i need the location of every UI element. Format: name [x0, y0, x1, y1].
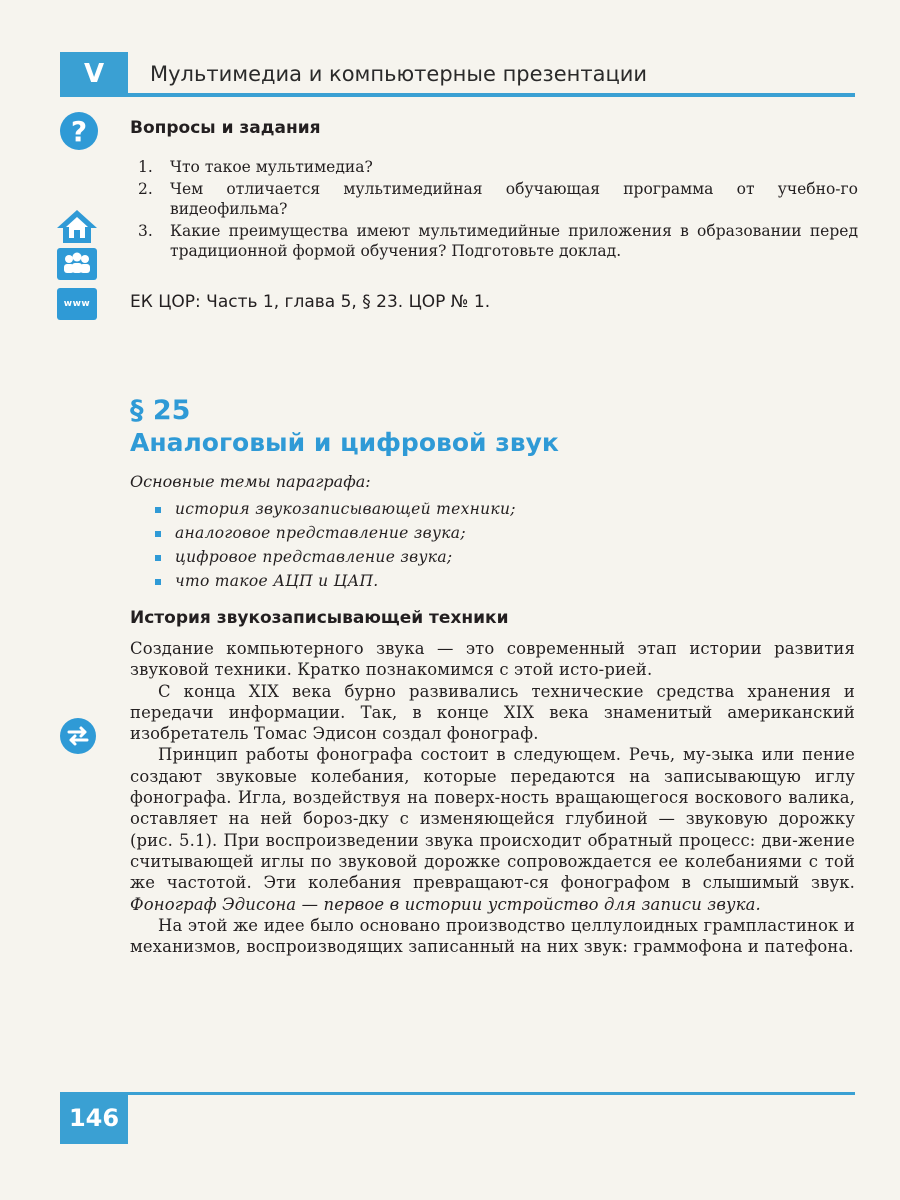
ecor-reference: ЕК ЦОР: Часть 1, глава 5, § 23. ЦОР № 1. [130, 292, 491, 312]
list-item [155, 497, 516, 521]
list-item [155, 545, 516, 569]
paragraph-emphasis: Фонограф Эдисона — первое в истории устройство для записи звука. [130, 894, 761, 914]
list-item [138, 157, 858, 177]
group-work-icon [57, 248, 97, 280]
paragraph: Создание компьютерного звука — это современный этап истории развития звуковой техники. Кратко познакомимся с этой исто-рией. [130, 639, 855, 680]
topics-title: Основные темы параграфа: [130, 472, 371, 491]
www-icon: www [57, 288, 97, 320]
topic-text: цифровое представление звука; [175, 548, 453, 566]
topic-text: что такое АЦП и ЦАП. [175, 572, 379, 590]
bullet-icon [155, 531, 161, 537]
topic-text: аналоговое представление звука; [175, 524, 466, 542]
paragraph: На этой же идее было основано производство целлулоидных грампластинок и механизмов, воспроизводящих записанный на них звук: граммофона и патефона. [130, 915, 855, 957]
bullet-icon [155, 579, 161, 585]
list-item [155, 569, 516, 593]
interdisciplinary-arrows-icon [60, 718, 96, 754]
question-text: Чем отличается мультимедийная обучающая программа от учебно-го видеофильма? [170, 180, 858, 218]
subsection-heading: История звукозаписывающей техники [130, 608, 509, 628]
question-icon: ? [60, 112, 98, 150]
header-rule [60, 93, 855, 97]
section-title: Аналоговый и цифровой звук [130, 428, 559, 457]
home-task-icon [55, 208, 99, 244]
topic-text: история звукозаписывающей техники; [175, 500, 516, 518]
question-text: Что такое мультимедиа? [170, 158, 373, 176]
paragraph-text: Принцип работы фонографа состоит в следующем. Речь, му-зыка или пение создают звуковые колебания, которые передаются на записывающую иглу фонографа. Игла, воздействуя на поверх-ность вращающегося воскового валика, оставляет на ней бороз-дку с изменяющейся глубиной — звуковую дорожку (рис. 5.1). При воспроизведении звука происходит обратный процесс: дви-жение считывающей иглы по звуковой дорожке сопровождается ее колебаниями с той же частотой. Эти колебания превращают-ся фонографом в слышимый звук. [130, 745, 855, 893]
section-number: § 25 [130, 395, 191, 426]
bullet-icon [155, 555, 161, 561]
list-item [155, 521, 516, 545]
chapter-badge: V [60, 52, 128, 96]
question-number: 1. [138, 158, 153, 176]
running-header-title: Мультимедиа и компьютерные презентации [150, 62, 648, 86]
list-item [138, 221, 858, 261]
footer-rule [60, 1092, 855, 1095]
questions-list [138, 157, 858, 263]
question-text: Какие преимущества имеют мультимедийные приложения в образовании перед традиционной формой обучения? Подготовьте доклад. [170, 222, 858, 260]
page-number: 146 [60, 1092, 128, 1144]
list-item [138, 179, 858, 219]
body-text [130, 638, 855, 957]
bullet-icon [155, 507, 161, 513]
paragraph: С конца XIX века бурно развивались технические средства хранения и передачи информации. Так, в конце XIX века знаменитый американский изобретатель Томас Эдисон создал фонограф. [130, 681, 855, 744]
topics-list [155, 497, 516, 593]
paragraph [130, 744, 855, 914]
question-number: 2. [138, 180, 153, 198]
question-number: 3. [138, 222, 153, 240]
questions-heading: Вопросы и задания [130, 118, 321, 138]
